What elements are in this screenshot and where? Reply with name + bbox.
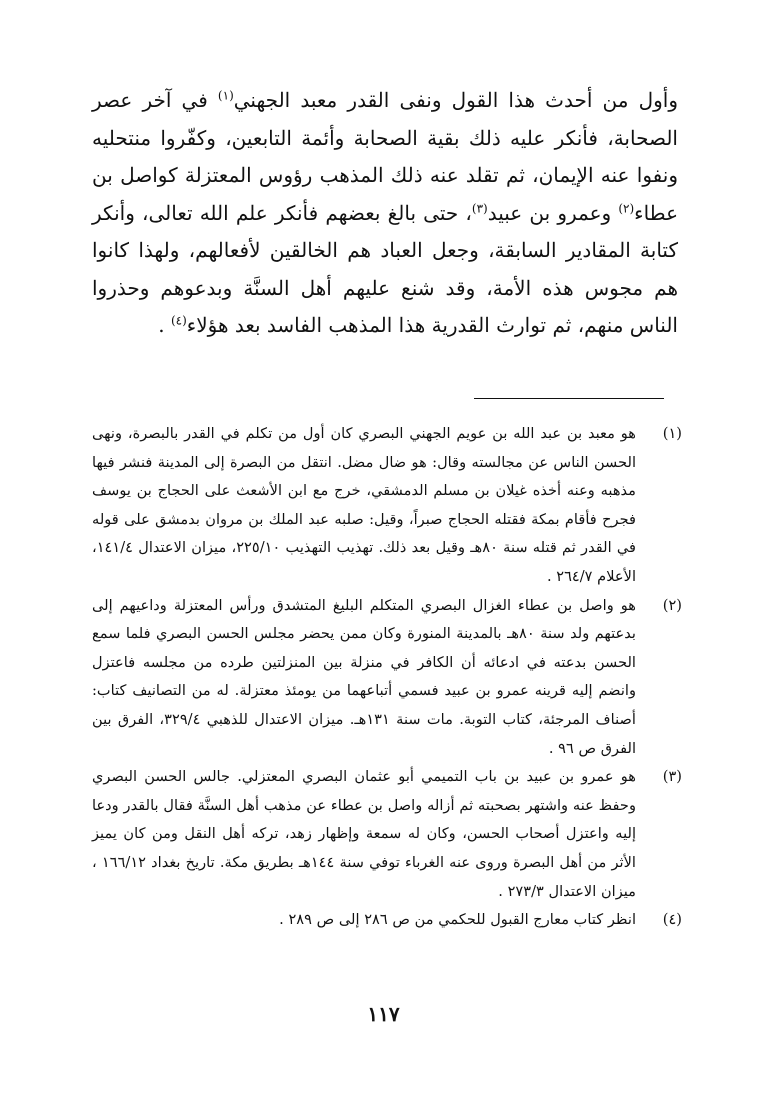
main-text-segment: وعمرو بن عبيد (487, 200, 619, 225)
main-text-segment: ، حتى بالغ بعضهم فأنكر علم الله تعالى، وأنكر كتابة المقادير السابقة، وجعل العباد هم الخالقين لأفعالهم، ولهذا كانوا هم مجوس هذه الأمة، وقد شنع عليهم أهل السنَّة وبدعوهم وحذروا الناس منهم، ثم توارث القدرية هذا المذهب الفاسد بعد هؤلاء (92, 200, 678, 337)
main-text-segment: . (158, 313, 171, 337)
footnote-ref-4[interactable]: (٤) (170, 313, 187, 328)
footnote-text: هو واصل بن عطاء الغزال البصري المتكلم البليغ المتشدق ورأس المعتزلة وداعيهم إلى بدعتهم ولد سنة ٨٠هـ بالمدينة المنورة وكان ممن يحضر مجلس الحسن البصري فلما سمع الحسن بدعته في ادعائه أن الكافر في منزلة بين المنزلتين طرده من مجلسه فاعتزل وانضم إليه قرينه عمرو بن عبيد فسمي أتباعهما من يومئذ معتزلة. له من التصانيف كتاب: أصناف المرجئة، كتاب التوبة. مات سنة ١٣١هـ. ميزان الاعتدال للذهبي ٣٢٩/٤، الفرق بين الفرق ص ٩٦ . (92, 596, 636, 757)
footnote-divider (474, 398, 664, 399)
main-text-segment: في آخر عصر الصحابة، فأنكر عليه ذلك بقية الصحابة وأئمة التابعين، وكفّروا منتحليه ونفوا عنه الإيمان، ثم تقلد عنه ذلك المذهب رؤوس المعتزلة كواصل بن عطاء (92, 88, 679, 225)
footnote-number: (١) (662, 425, 682, 442)
footnote-number: (٤) (662, 911, 682, 929)
footnote-number: (٣) (662, 768, 682, 786)
footnotes-section (92, 420, 682, 935)
footnote-3 (92, 763, 682, 906)
main-text-segment: وأول من أحدث هذا القول ونفى القدر معبد الجهني (233, 88, 678, 112)
footnote-4 (92, 906, 682, 935)
footnote-text: هو معبد بن عبد الله بن عويم الجهني البصري كان أول من تكلم في القدر بالبصرة، ونهى الحسن الناس عن مجالسته وقال: هو ضال مضل. انتقل من البصرة إلى المدينة فنشر فيها مذهبه وعنه أخذه غيلان بن مسلم الدمشقي، خرج مع ابن الأشعث على الحجاج بن يوسف فجرح فأقام بمكة فقتله الحجاج صبراً، وقيل: صلبه عبد الملك بن مروان بدمشق على قوله في القدر ثم قتله سنة ٨٠هـ وقيل بعد ذلك. تهذيب التهذيب ٢٢٥/١٠، ميزان الاعتدال ١٤١/٤، الأعلام ٢٦٤/٧ . (92, 425, 636, 585)
footnote-number: (٢) (662, 596, 682, 614)
footnote-ref-2[interactable]: (٢) (618, 200, 635, 215)
footnote-1 (92, 420, 682, 592)
footnote-ref-3[interactable]: (٣) (471, 200, 488, 215)
footnote-ref-1[interactable]: (١) (217, 88, 234, 103)
main-paragraph (92, 82, 678, 345)
page-number: ١١٧ (367, 1002, 400, 1026)
footnote-text: هو عمرو بن عبيد بن باب التميمي أبو عثمان البصري المعتزلي. جالس الحسن البصري وحفظ عنه واشتهر بصحبته ثم أزاله واصل بن عطاء عن مذهب أهل السنَّة فقال بالقدر ودعا إليه واعتزل أصحاب الحسن، وكان له سمعة وإظهار زهد، تركه أهل النقل ومن كان يميز الأثر من أهل البصرة وروى عنه الغرباء توفي سنة ١٤٤هـ بطريق مكة. تاريخ بغداد ١٦٦/١٢ ، ميزان الاعتدال ٢٧٣/٣ . (92, 768, 636, 900)
footnote-2 (92, 592, 682, 764)
footnote-text: انظر كتاب معارج القبول للحكمي من ص ٢٨٦ إلى ص ٢٨٩ . (279, 911, 636, 929)
